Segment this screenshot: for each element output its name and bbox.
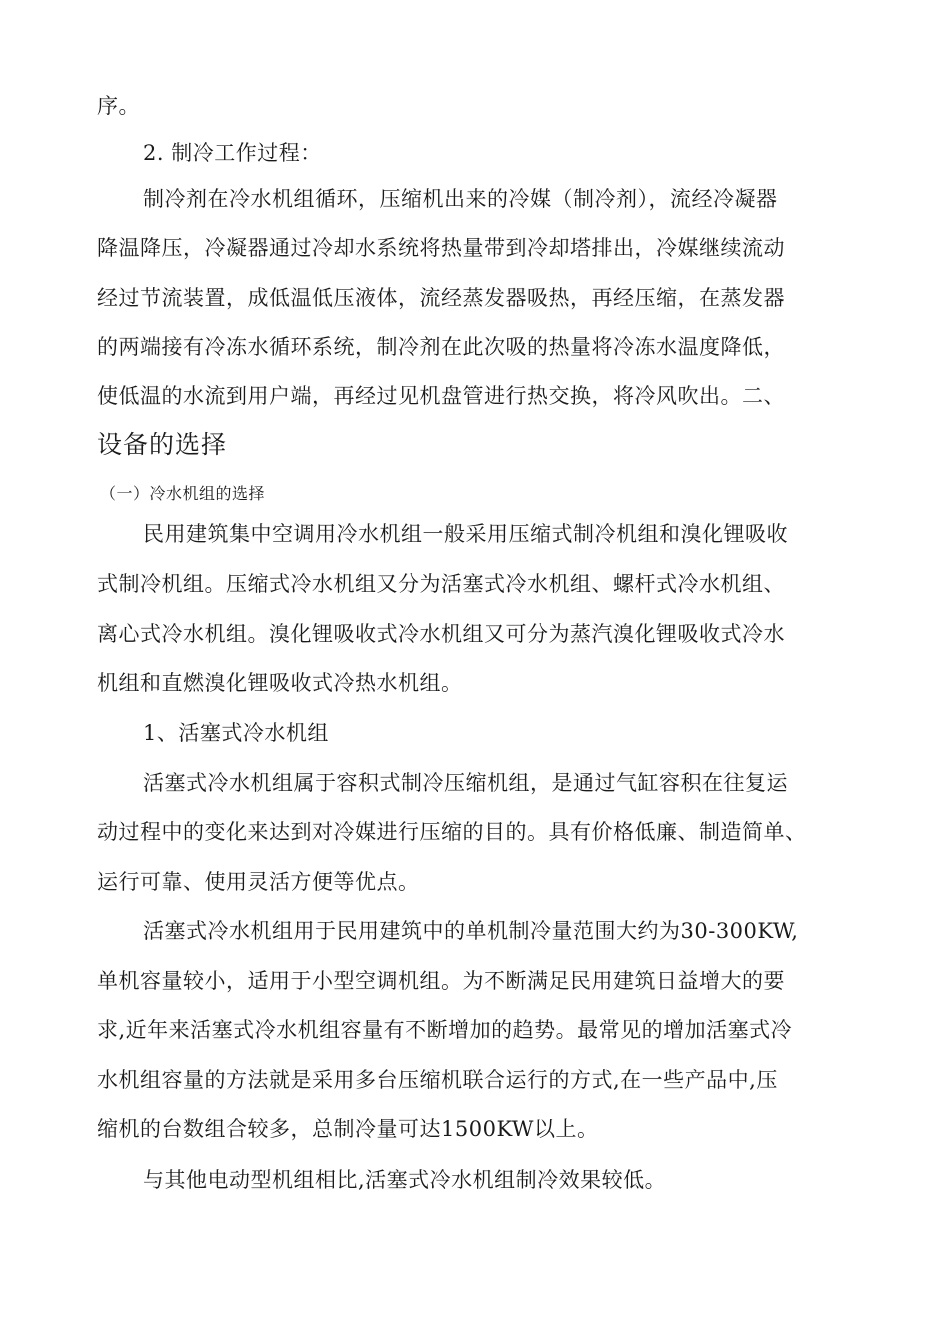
paragraph-line: 民用建筑集中空调用冷水机组一般采用压缩式制冷机组和溴化锂吸收	[143, 522, 788, 546]
item-heading: 1、活塞式冷水机组	[143, 721, 329, 745]
paragraph-line: 离心式冷水机组。溴化锂吸收式冷水机组又可分为蒸汽溴化锂吸收式冷水	[97, 622, 785, 646]
paragraph-line: 运行可靠、使用灵活方便等优点。	[97, 870, 420, 894]
section-subheading: 2. 制冷工作过程：	[143, 141, 322, 165]
paragraph-line: 活塞式冷水机组属于容积式制冷压缩机组，是通过气缸容积在往复运	[143, 771, 788, 795]
subsection-heading: （一）冷水机组的选择	[100, 484, 266, 503]
paragraph-line: 机组和直燃溴化锂吸收式冷热水机组。	[97, 671, 463, 695]
paragraph-line: 经过节流装置，成低温低压液体，流经蒸发器吸热，再经压缩，在蒸发器	[97, 286, 785, 310]
paragraph-line: 与其他电动型机组相比,活塞式冷水机组制冷效果较低。	[143, 1168, 667, 1192]
paragraph-line: 式制冷机组。压缩式冷水机组又分为活塞式冷水机组、螺杆式冷水机组、	[97, 572, 785, 596]
paragraph-line: 水机组容量的方法就是采用多台压缩机联合运行的方式,在一些产品中,压	[97, 1068, 778, 1092]
paragraph-line: 的两端接有冷冻水循环系统，制冷剂在此次吸的热量将冷冻水温度降低，	[97, 335, 785, 359]
paragraph-line: 单机容量较小，适用于小型空调机组。为不断满足民用建筑日益增大的要	[97, 969, 785, 993]
paragraph-line: 求,近年来活塞式冷水机组容量有不断增加的趋势。最常见的增加活塞式冷	[97, 1018, 793, 1042]
paragraph-line: 制冷剂在冷水机组循环，压缩机出来的冷媒（制冷剂），流经冷凝器	[143, 187, 778, 211]
paragraph-line: 降温降压，冷凝器通过冷却水系统将热量带到冷却塔排出，冷媒继续流动	[97, 236, 785, 260]
section-heading: 设备的选择	[97, 430, 228, 459]
paragraph-line: 缩机的台数组合较多，总制冷量可达1500KW以上。	[97, 1117, 599, 1141]
paragraph-line: 活塞式冷水机组用于民用建筑中的单机制冷量范围大约为30-300KW,	[143, 919, 799, 943]
paragraph-line: 序。	[97, 94, 140, 118]
paragraph-line: 动过程中的变化来达到对冷媒进行压缩的目的。具有价格低廉、制造简单、	[97, 820, 807, 844]
paragraph-line: 使低温的水流到用户端，再经过见机盘管进行热交换，将冷风吹出。二、	[97, 384, 785, 408]
